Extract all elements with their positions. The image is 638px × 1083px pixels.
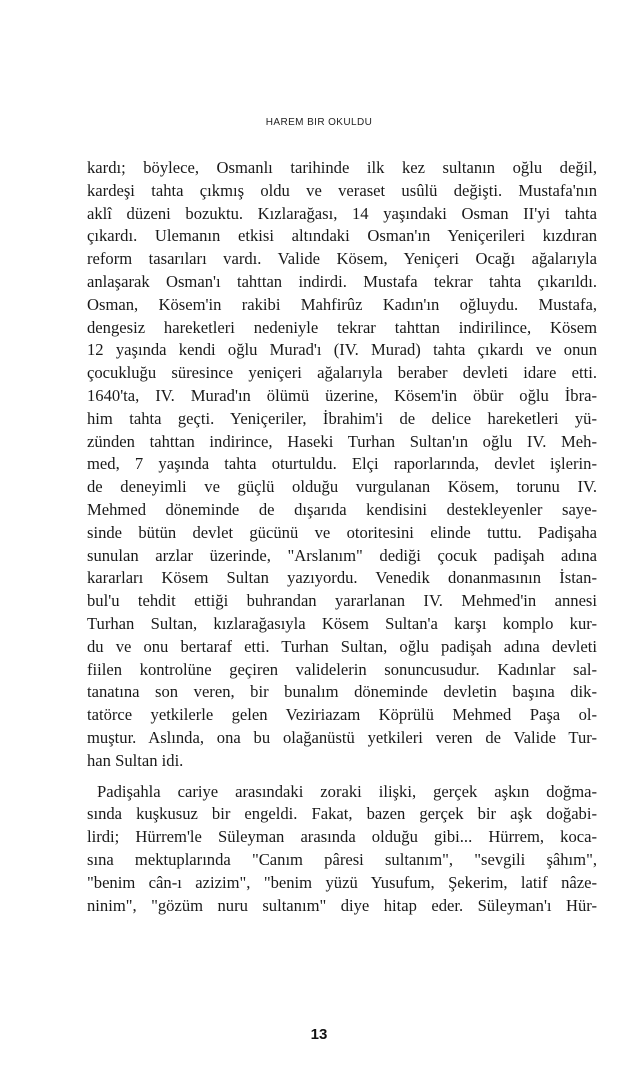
text-line: kardı; böylece, Osmanlı tarihinde ilk kez sultanın oğlu değil,	[87, 158, 597, 177]
text-line: muştur. Aslında, ona bu olağanüstü yetkileri veren de Valide Tur-	[87, 727, 597, 747]
text-line: kardeşi tahta çıkmış oldu ve veraset usûlü değişti. Mustafa'nın	[87, 180, 597, 200]
text-line: sına mektuplarında "Canım pâresi sultanım", "sevgili şâhım",	[87, 849, 597, 869]
text-line: han Sultan idi.	[87, 750, 184, 770]
text-line: 1640'ta, IV. Murad'ın ölümü üzerine, Kösem'in öbür oğlu İbra-	[87, 385, 597, 405]
page-number: 13	[310, 1026, 328, 1043]
text-line: çocukluğu süresince yeniçeri ağalarıyla beraber devleti idare etti.	[87, 363, 597, 383]
paragraph-2	[87, 781, 597, 918]
paragraph-gap	[87, 773, 597, 781]
text-line: dengesiz hareketleri nedeniyle tekrar tahttan indirilince, Kösem	[87, 317, 597, 337]
text-line: tatörce yetkilerle gelen Veziriazam Köprülü Mehmed Paşa ol-	[87, 705, 597, 725]
text-line: Mehmed döneminde de dışarıda kendisini destekleyenler saye-	[87, 499, 597, 519]
text-line: sunulan arzlar üzerinde, "Arslanım" dediği çocuk padişah adına	[87, 545, 597, 565]
text-line: du ve onu bertaraf etti. Turhan Sultan, oğlu padişah adına devleti	[87, 636, 597, 656]
text-line: reform tasarıları vardı. Valide Kösem, Yeniçeri Ocağı ağalarıyla	[87, 249, 597, 269]
text-line: him tahta geçti. Yeniçeriler, İbrahim'i de delice hareketleri yü-	[87, 408, 597, 428]
text-line: Turhan Sultan, kızlarağasıyla Kösem Sultan'a karşı komplo kur-	[87, 613, 597, 633]
running-head: HAREM BIR OKULDU	[265, 117, 373, 128]
text-line: sinde bütün devlet gücünü ve otoritesini elinde tuttu. Padişaha	[87, 522, 597, 542]
text-line: çıkardı. Ulemanın etkisi altındaki Osman'ın Yeniçerileri kızdıran	[87, 226, 597, 246]
text-line: zünden tahttan indirince, Haseki Turhan Sultan'ın oğlu IV. Meh-	[87, 431, 597, 451]
text-line: "benim cân-ı azizim", "benim yüzü Yusufum, Şekerim, latif nâze-	[87, 872, 597, 892]
text-line: fiilen kontrolüne geçiren validelerin sonuncusudur. Kadınlar sal-	[87, 659, 597, 679]
text-line: bul'u tehdit ettiği buhrandan yararlanan IV. Mehmed'in annesi	[87, 591, 597, 611]
text-line: anlaşarak Osman'ı tahttan indirdi. Mustafa tekrar tahta çıkarıldı.	[87, 271, 597, 291]
text-line: Osman, Kösem'in rakibi Mahfirûz Kadın'ın oğluydu. Mustafa,	[87, 294, 597, 314]
text-line: sında kuşkusuz bir engeldi. Fakat, bazen gerçek bir aşk doğabi-	[87, 804, 597, 824]
text-line: de deneyimli ve güçlü olduğu vurgulanan Kösem, torunu IV.	[87, 477, 597, 497]
text-line: ninim", "gözüm nuru sultanım" diye hitap eder. Süleyman'ı Hür-	[87, 895, 597, 915]
text-line: lirdi; Hürrem'le Süleyman arasında olduğu gibi... Hürrem, koca-	[87, 827, 597, 847]
text-line: tanatına son veren, bir bunalım döneminde devletin başına dik-	[87, 682, 597, 702]
text-line: 12 yaşında kendi oğlu Murad'ı (IV. Murad) tahta çıkardı ve onun	[87, 340, 597, 360]
text-line: kararları Kösem Sultan yazıyordu. Venedik donanmasının İstan-	[87, 568, 597, 588]
body-text	[87, 157, 597, 917]
paragraph-1	[87, 157, 597, 773]
text-line: med, 7 yaşında tahta oturtuldu. Elçi raporlarında, devlet işlerin-	[87, 454, 597, 474]
text-line: Padişahla cariye arasındaki zoraki ilişki, gerçek aşkın doğma-	[97, 781, 597, 801]
text-line: aklî düzeni bozuktu. Kızlarağası, 14 yaşındaki Osman II'yi tahta	[87, 203, 597, 223]
